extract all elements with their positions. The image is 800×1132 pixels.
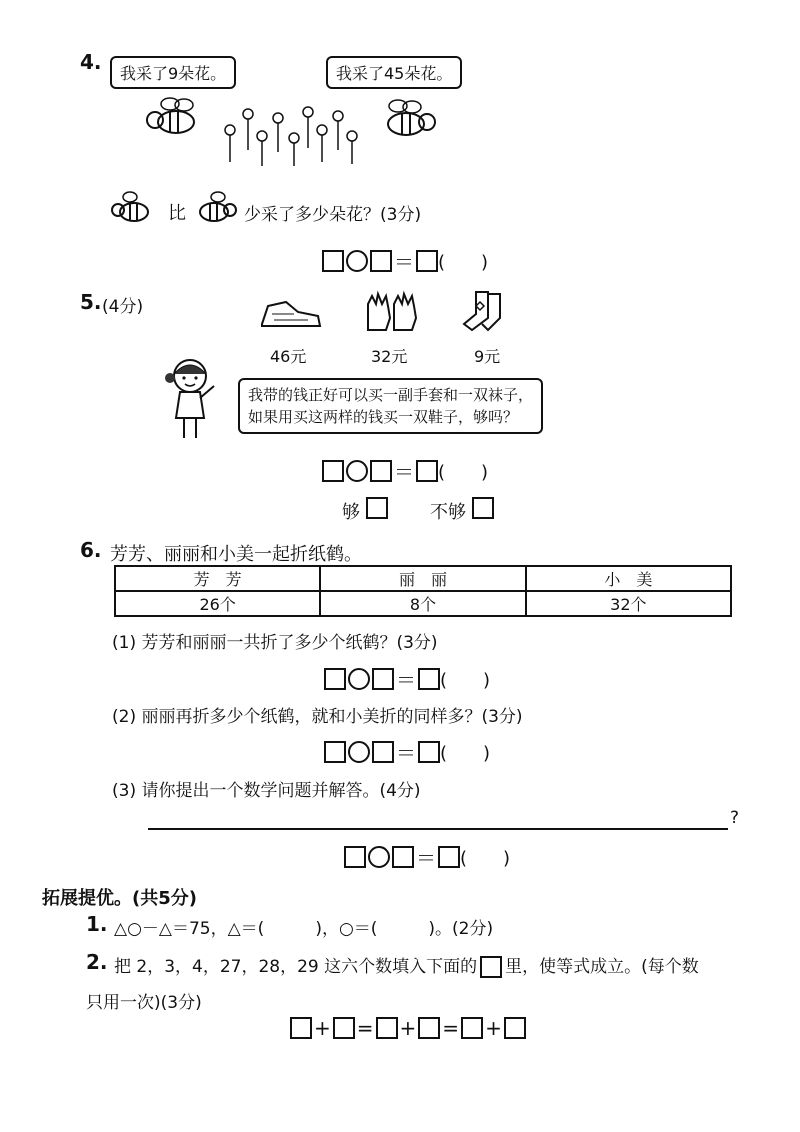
unit-paren[interactable]: ( ) — [438, 251, 489, 273]
not-enough-label: 不够 — [430, 502, 466, 523]
q6-sub3-equation: ＝ ( ) — [344, 842, 510, 871]
operator-circle[interactable] — [348, 668, 370, 690]
q6-sub1-equation: ＝ ( ) — [324, 664, 490, 693]
ext-p1-text: △○－△＝75，△＝( )，○＝( )。(2分) — [114, 919, 494, 939]
table-row — [115, 591, 731, 616]
unit-paren[interactable]: ( ) — [438, 461, 489, 483]
table-cell: 32个 — [526, 591, 731, 616]
bee-small-right-icon — [190, 190, 242, 230]
q6-sub2: (2) 丽丽再折多少个纸鹤，就和小美折的同样多？(3分) — [112, 707, 523, 727]
unit-paren[interactable]: ( ) — [460, 847, 511, 869]
question-writing-line[interactable] — [148, 828, 728, 830]
answer-box[interactable] — [370, 250, 392, 272]
girl-icon — [160, 356, 222, 446]
q4-number: 4. — [80, 50, 102, 74]
answer-box[interactable] — [322, 460, 344, 482]
question-mark: ? — [730, 808, 740, 828]
q6-number: 6. — [80, 538, 102, 562]
answer-box[interactable] — [392, 846, 414, 868]
answer-box[interactable] — [376, 1017, 398, 1039]
bee-small-left-icon — [108, 190, 160, 230]
answer-box[interactable] — [416, 250, 438, 272]
ext-p2-number: 2. — [86, 950, 108, 974]
operator-circle[interactable] — [368, 846, 390, 868]
q5-number: 5. — [80, 290, 102, 314]
answer-box[interactable] — [344, 846, 366, 868]
price-shoes: 46元 — [270, 347, 307, 366]
not-enough-checkbox[interactable] — [472, 497, 494, 519]
q5-equation: ＝ ( ) — [322, 456, 488, 485]
answer-box[interactable] — [461, 1017, 483, 1039]
bee-left-icon — [140, 94, 204, 140]
table-header-row — [115, 566, 731, 591]
unit-paren[interactable]: ( ) — [440, 669, 491, 691]
table-cell: 26个 — [115, 591, 320, 616]
plus-sign: + — [485, 1016, 502, 1040]
plus-sign: + — [314, 1016, 331, 1040]
q5-speech-bubble — [238, 378, 543, 434]
table-cell: 8个 — [320, 591, 525, 616]
equals-sign: = — [356, 1016, 374, 1040]
operator-circle[interactable] — [346, 460, 368, 482]
crane-table — [114, 565, 732, 617]
gloves-icon — [362, 290, 422, 336]
answer-box[interactable] — [504, 1017, 526, 1039]
speech-line-1: 我带的钱正好可以买一副手套和一双袜子， — [248, 386, 534, 404]
price-gloves: 32元 — [371, 347, 408, 366]
extension-title: 拓展提优。(共5分) — [42, 888, 197, 909]
q4-bubble-left: 我采了9朵花。 — [110, 56, 236, 89]
answer-box[interactable] — [372, 741, 394, 763]
answer-box[interactable] — [372, 668, 394, 690]
socks-icon — [458, 288, 514, 336]
q6-sub3: (3) 请你提出一个数学问题并解答。(4分) — [112, 781, 421, 801]
answer-box[interactable] — [418, 741, 440, 763]
q6-intro: 芳芳、丽丽和小美一起折纸鹤。 — [110, 544, 362, 565]
q4-question: 少采了多少朵花？(3分) — [244, 205, 422, 225]
operator-circle[interactable] — [346, 250, 368, 272]
q5-score: (4分) — [102, 297, 144, 317]
answer-box[interactable] — [418, 1017, 440, 1039]
answer-box[interactable] — [333, 1017, 355, 1039]
table-header-cell: 小 美 — [526, 566, 731, 591]
ext-p1-number: 1. — [86, 912, 108, 936]
ext-p2-text-a: 把 2，3，4，27，28，29 这六个数填入下面的 — [114, 957, 478, 977]
bee-right-icon — [376, 96, 440, 142]
answer-box[interactable] — [418, 668, 440, 690]
answer-box[interactable] — [324, 741, 346, 763]
answer-box[interactable] — [290, 1017, 312, 1039]
q4-bubble-right: 我采了45朵花。 — [326, 56, 462, 89]
flower-cluster-icon — [210, 100, 370, 170]
ext-p2-equation — [290, 1016, 526, 1040]
ext-p2-text-b: 里，使等式成立。(每个数 — [505, 957, 699, 977]
q4-compare-word: 比 — [168, 203, 186, 224]
price-socks: 9元 — [474, 347, 501, 366]
unit-paren[interactable]: ( ) — [440, 742, 491, 764]
q6-sub2-equation: ＝ ( ) — [324, 737, 490, 766]
q6-sub1: (1) 芳芳和丽丽一共折了多少个纸鹤？(3分) — [112, 633, 438, 653]
answer-box[interactable] — [438, 846, 460, 868]
table-header-cell: 芳 芳 — [115, 566, 320, 591]
answer-box[interactable] — [322, 250, 344, 272]
enough-label: 够 — [342, 502, 360, 523]
operator-circle[interactable] — [348, 741, 370, 763]
inline-box — [480, 956, 502, 978]
enough-checkbox[interactable] — [366, 497, 388, 519]
equals-sign: = — [442, 1016, 460, 1040]
speech-line-2: 如果用买这两样的钱买一双鞋子，够吗？ — [248, 408, 519, 426]
table-header-cell: 丽 丽 — [320, 566, 525, 591]
ext-p2-text-c: 只用一次)(3分) — [86, 993, 202, 1013]
answer-box[interactable] — [324, 668, 346, 690]
answer-box[interactable] — [370, 460, 392, 482]
answer-box[interactable] — [416, 460, 438, 482]
q4-equation: ＝ ( ) — [322, 246, 488, 275]
plus-sign: + — [399, 1016, 417, 1040]
ext-p2-line1 — [114, 952, 699, 978]
shoes-icon — [258, 292, 324, 334]
